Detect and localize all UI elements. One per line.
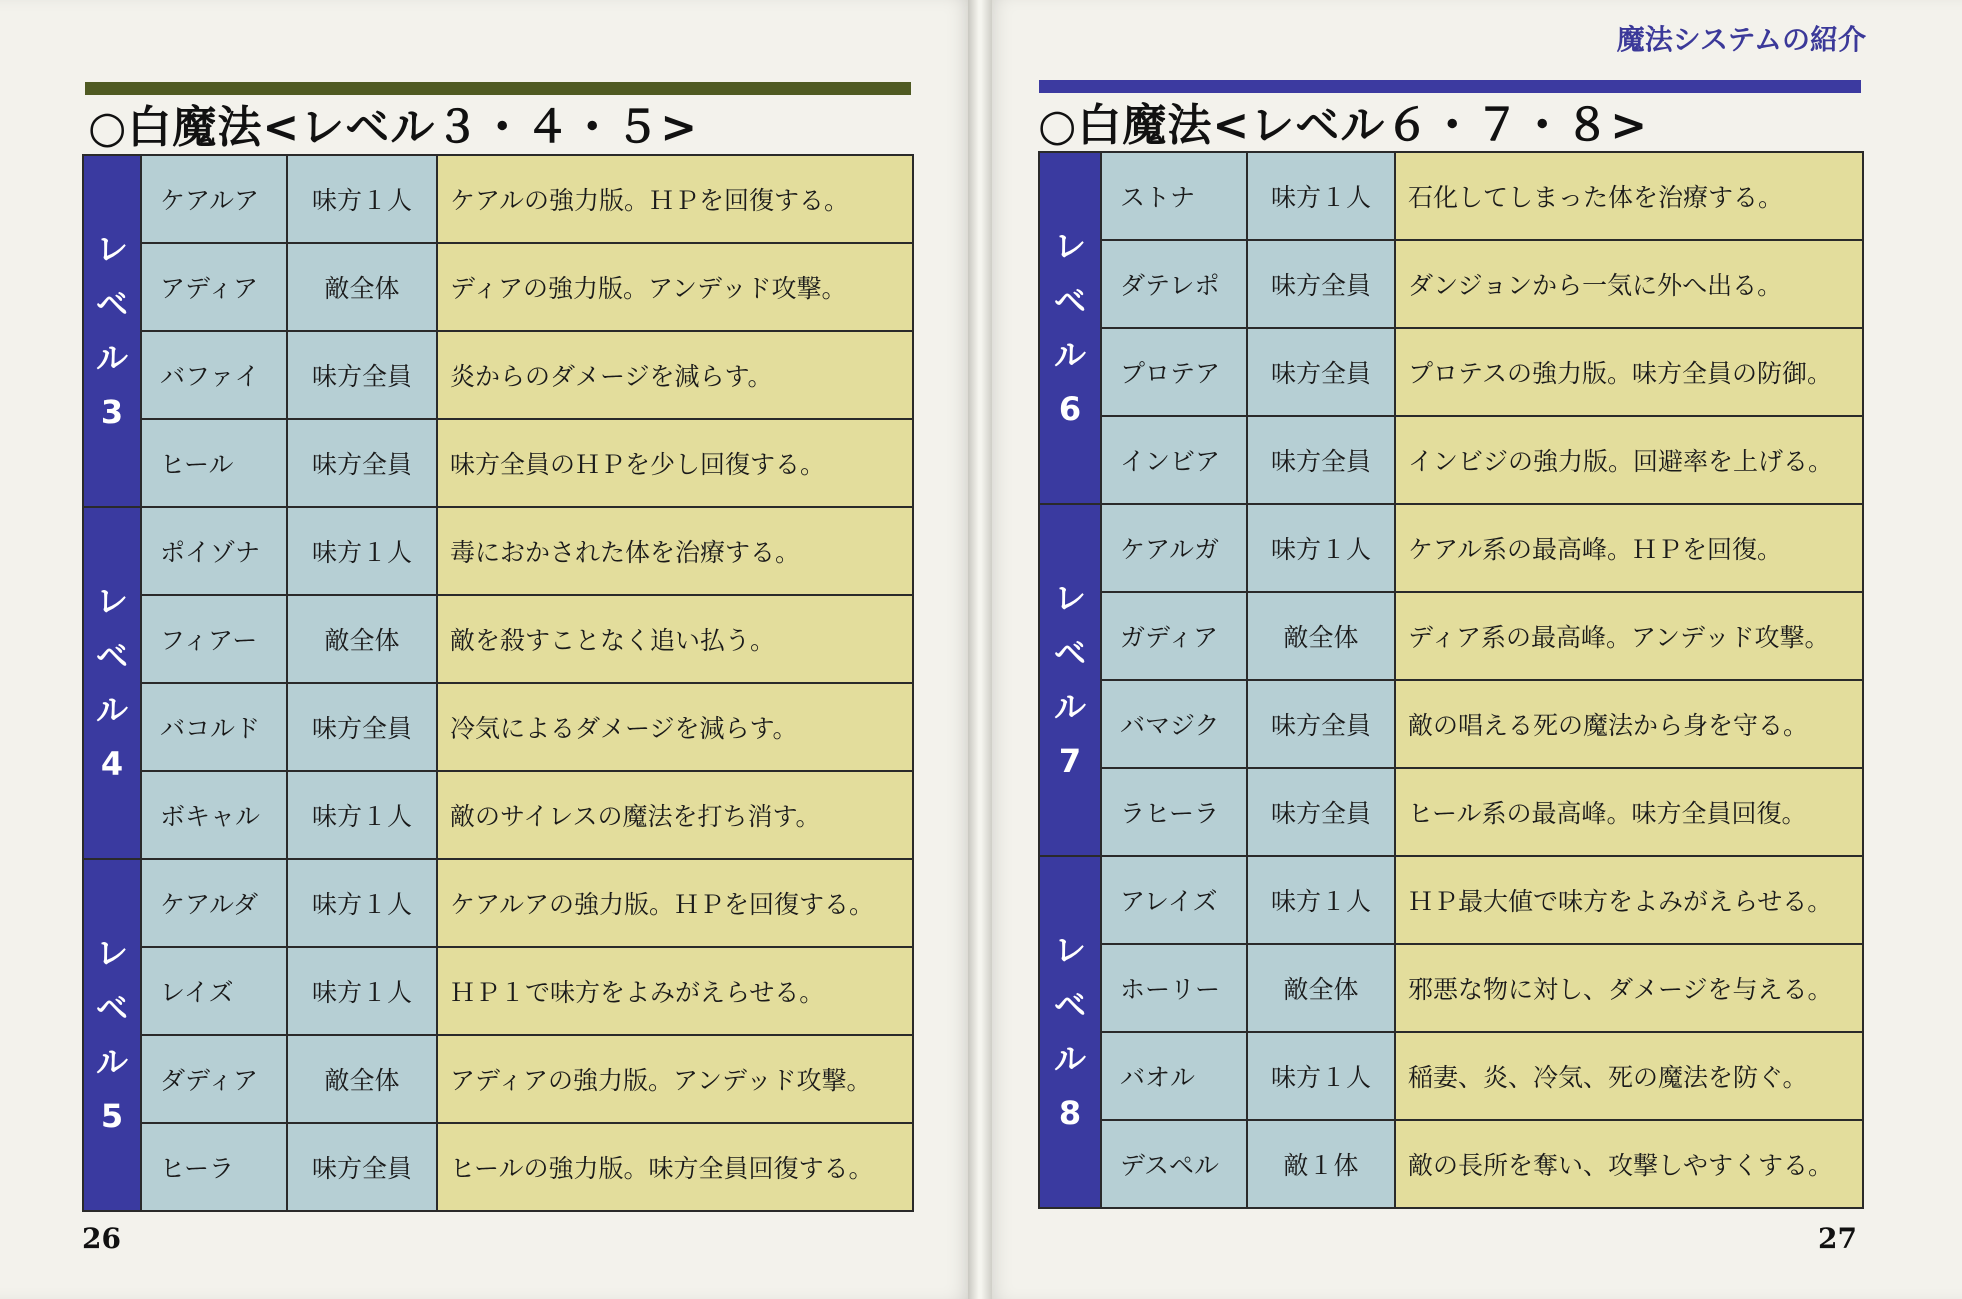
spell-target: 敵全体 xyxy=(287,595,437,683)
left-section-title: ○白魔法<レベル３・４・５> xyxy=(88,102,699,153)
spell-description: ケアルアの強力版。ＨＰを回復する。 xyxy=(437,859,913,947)
spell-row xyxy=(83,243,913,331)
spell-target: 味方全員 xyxy=(287,683,437,771)
level-label-text: レベル5 xyxy=(96,934,129,1136)
spell-name: ガディア xyxy=(1101,592,1247,680)
spell-target: 味方１人 xyxy=(1247,504,1395,592)
spell-row xyxy=(1039,592,1863,680)
page-header-title: 魔法システムの紹介 xyxy=(1616,23,1866,56)
spell-description: 石化してしまった体を治療する。 xyxy=(1395,152,1863,240)
right-page-number: 27 xyxy=(1818,1222,1857,1255)
spell-description: 毒におかされた体を治療する。 xyxy=(437,507,913,595)
spell-name: フィアー xyxy=(141,595,287,683)
spell-name: アレイズ xyxy=(1101,856,1247,944)
spell-target: 敵全体 xyxy=(287,243,437,331)
level-label-text: レベル3 xyxy=(96,230,129,432)
spell-row xyxy=(83,419,913,507)
level-label-text: レベル8 xyxy=(1054,931,1087,1133)
spell-row xyxy=(1039,1032,1863,1120)
level-label xyxy=(1039,152,1101,504)
spell-name: ラヒーラ xyxy=(1101,768,1247,856)
spell-row xyxy=(83,1123,913,1211)
spell-name: ケアルダ xyxy=(141,859,287,947)
spell-target: 敵全体 xyxy=(1247,592,1395,680)
right-spell-table xyxy=(1038,151,1864,1209)
spell-name: ケアルア xyxy=(141,155,287,243)
spell-description: ヒールの強力版。味方全員回復する。 xyxy=(437,1123,913,1211)
spell-row xyxy=(83,771,913,859)
spell-target: 味方全員 xyxy=(287,1123,437,1211)
spell-description: ディアの強力版。アンデッド攻撃。 xyxy=(437,243,913,331)
spell-name: バマジク xyxy=(1101,680,1247,768)
spell-description: 敵の唱える死の魔法から身を守る。 xyxy=(1395,680,1863,768)
spell-description: ケアル系の最高峰。ＨＰを回復。 xyxy=(1395,504,1863,592)
spell-description: アディアの強力版。アンデッド攻撃。 xyxy=(437,1035,913,1123)
spell-name: デスペル xyxy=(1101,1120,1247,1208)
spell-target: 敵全体 xyxy=(287,1035,437,1123)
spell-description: 邪悪な物に対し、ダメージを与える。 xyxy=(1395,944,1863,1032)
spell-target: 味方全員 xyxy=(1247,768,1395,856)
left-spell-table xyxy=(82,154,914,1212)
spell-name: ホーリー xyxy=(1101,944,1247,1032)
right-title-rule xyxy=(1039,80,1861,93)
spell-target: 味方１人 xyxy=(287,507,437,595)
spell-row xyxy=(1039,416,1863,504)
spell-name: バファイ xyxy=(141,331,287,419)
spell-description: 炎からのダメージを減らす。 xyxy=(437,331,913,419)
spell-target: 味方１人 xyxy=(1247,152,1395,240)
left-page-number: 26 xyxy=(82,1222,121,1255)
spell-row xyxy=(83,331,913,419)
spell-name: ストナ xyxy=(1101,152,1247,240)
spell-description: インビジの強力版。回避率を上げる。 xyxy=(1395,416,1863,504)
spell-row xyxy=(1039,856,1863,944)
spell-row xyxy=(1039,240,1863,328)
spell-row xyxy=(83,683,913,771)
spell-target: 敵全体 xyxy=(1247,944,1395,1032)
spell-description: 敵を殺すことなく追い払う。 xyxy=(437,595,913,683)
spell-row xyxy=(1039,504,1863,592)
spell-name: レイズ xyxy=(141,947,287,1035)
spell-target: 味方１人 xyxy=(1247,1032,1395,1120)
level-label xyxy=(83,507,141,859)
spell-description: 敵のサイレスの魔法を打ち消す。 xyxy=(437,771,913,859)
spell-name: ポイゾナ xyxy=(141,507,287,595)
spell-name: インビア xyxy=(1101,416,1247,504)
spell-name: ヒーラ xyxy=(141,1123,287,1211)
spell-row xyxy=(1039,1120,1863,1208)
spell-row xyxy=(83,507,913,595)
spell-row xyxy=(1039,768,1863,856)
spell-target: 敵１体 xyxy=(1247,1120,1395,1208)
spell-target: 味方全員 xyxy=(287,419,437,507)
spell-name: プロテア xyxy=(1101,328,1247,416)
spell-description: ケアルの強力版。ＨＰを回復する。 xyxy=(437,155,913,243)
spell-row xyxy=(83,155,913,243)
spell-name: バコルド xyxy=(141,683,287,771)
book-gutter xyxy=(968,0,992,1299)
spell-row xyxy=(1039,152,1863,240)
spell-target: 味方１人 xyxy=(287,771,437,859)
left-title-rule xyxy=(85,82,911,95)
spell-target: 味方全員 xyxy=(1247,240,1395,328)
spell-description: ＨＰ１で味方をよみがえらせる。 xyxy=(437,947,913,1035)
spell-name: ケアルガ xyxy=(1101,504,1247,592)
spell-row xyxy=(83,595,913,683)
spell-target: 味方１人 xyxy=(287,859,437,947)
right-section-title: ○白魔法<レベル６・７・８> xyxy=(1038,100,1649,151)
level-label-text: レベル4 xyxy=(96,582,129,784)
spell-name: ボキャル xyxy=(141,771,287,859)
spell-description: ディア系の最高峰。アンデッド攻撃。 xyxy=(1395,592,1863,680)
level-label xyxy=(1039,504,1101,856)
spell-name: アディア xyxy=(141,243,287,331)
spell-row xyxy=(1039,328,1863,416)
level-label xyxy=(83,155,141,507)
level-label-text: レベル7 xyxy=(1054,579,1087,781)
spell-description: 稲妻、炎、冷気、死の魔法を防ぐ。 xyxy=(1395,1032,1863,1120)
spell-description: ヒール系の最高峰。味方全員回復。 xyxy=(1395,768,1863,856)
spell-row xyxy=(83,947,913,1035)
spell-target: 味方１人 xyxy=(287,947,437,1035)
spell-name: ヒール xyxy=(141,419,287,507)
spell-row xyxy=(1039,680,1863,768)
level-label xyxy=(83,859,141,1211)
spell-name: バオル xyxy=(1101,1032,1247,1120)
spell-target: 味方１人 xyxy=(287,155,437,243)
spell-description: 冷気によるダメージを減らす。 xyxy=(437,683,913,771)
spell-target: 味方全員 xyxy=(287,331,437,419)
spell-row xyxy=(83,859,913,947)
spell-description: プロテスの強力版。味方全員の防御。 xyxy=(1395,328,1863,416)
spell-row xyxy=(1039,944,1863,1032)
spell-description: 敵の長所を奪い、攻撃しやすくする。 xyxy=(1395,1120,1863,1208)
spell-target: 味方全員 xyxy=(1247,680,1395,768)
spell-description: 味方全員のＨＰを少し回復する。 xyxy=(437,419,913,507)
spell-description: ダンジョンから一気に外へ出る。 xyxy=(1395,240,1863,328)
level-label-text: レベル6 xyxy=(1054,227,1087,429)
level-label xyxy=(1039,856,1101,1208)
spell-target: 味方全員 xyxy=(1247,328,1395,416)
spell-description: ＨＰ最大値で味方をよみがえらせる。 xyxy=(1395,856,1863,944)
spell-name: ダディア xyxy=(141,1035,287,1123)
spell-name: ダテレポ xyxy=(1101,240,1247,328)
spell-row xyxy=(83,1035,913,1123)
spell-target: 味方全員 xyxy=(1247,416,1395,504)
spell-target: 味方１人 xyxy=(1247,856,1395,944)
